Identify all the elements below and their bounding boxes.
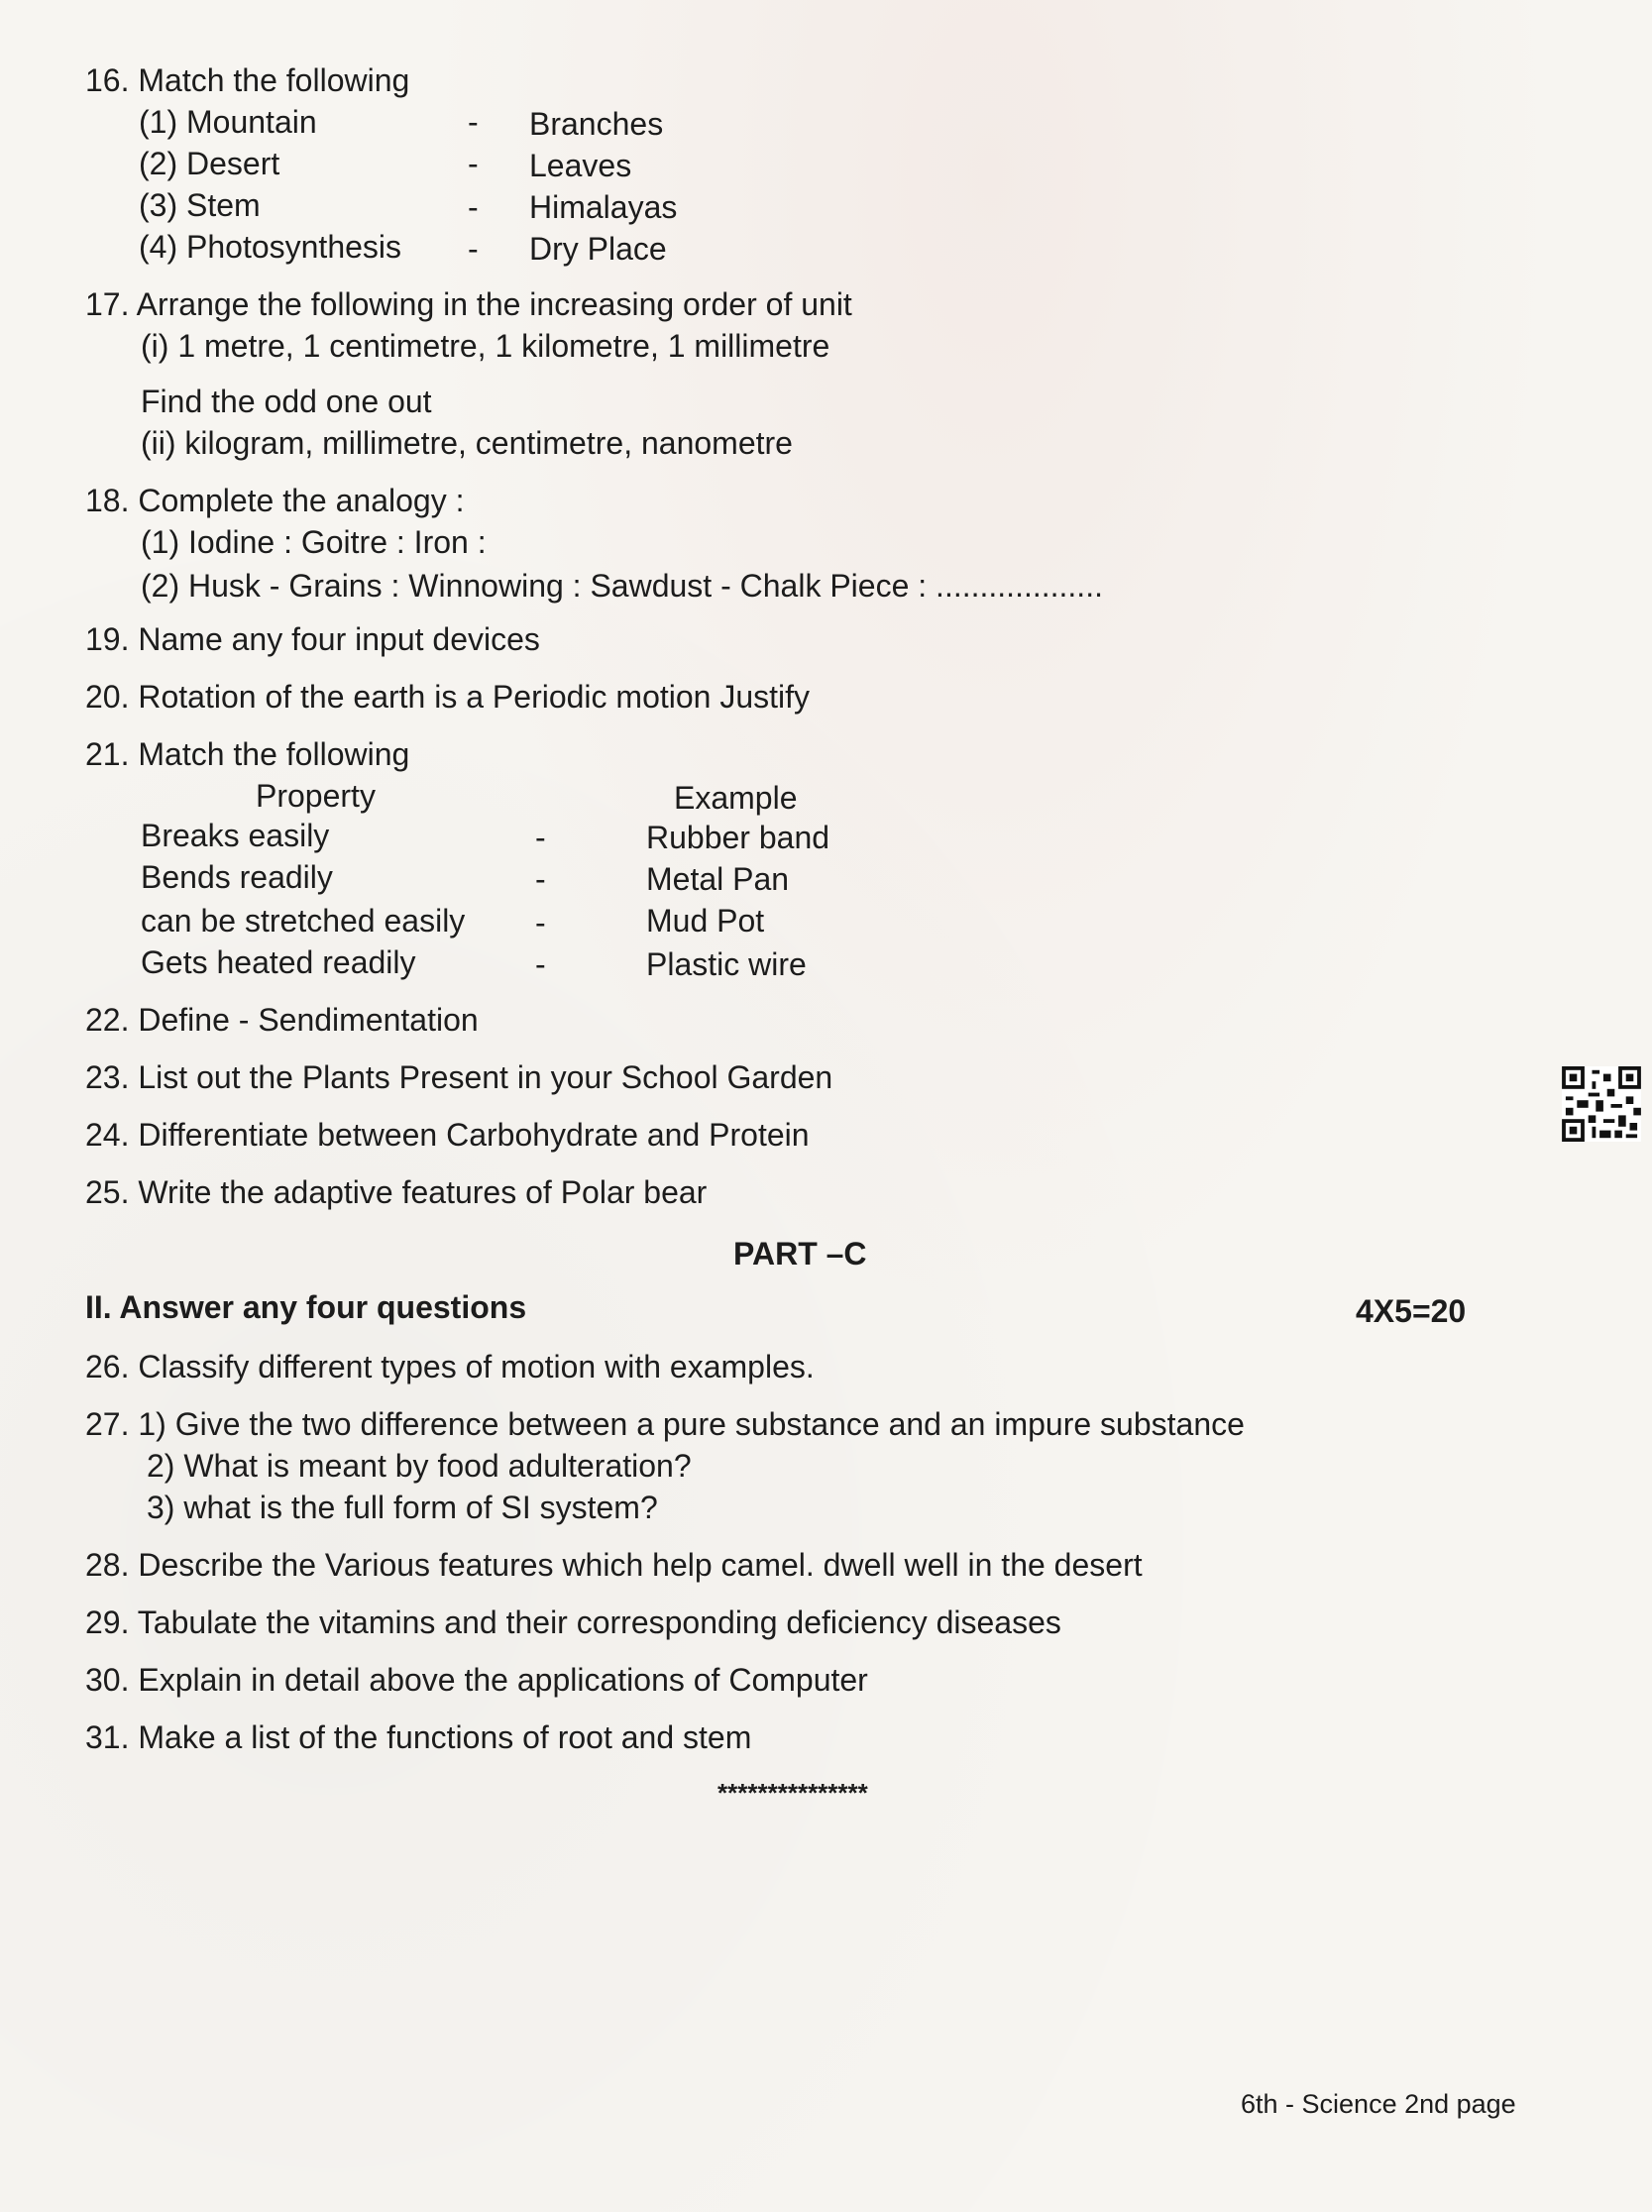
- q31: 31. Make a list of the functions of root and stem: [85, 1719, 752, 1755]
- qr-code-icon: [1562, 1066, 1641, 1142]
- q16-right-2: Leaves: [529, 148, 632, 183]
- q21-left-4: Gets heated readily: [141, 944, 416, 980]
- q21-right-1: Rubber band: [646, 820, 830, 855]
- q21-dash-1: -: [535, 820, 546, 855]
- q30: 30. Explain in detail above the applications of Computer: [85, 1662, 868, 1698]
- q18-part2: (2) Husk - Grains : Winnowing : Sawdust - Chalk Piece : ...................: [141, 568, 1103, 604]
- q19: 19. Name any four input devices: [85, 621, 540, 657]
- part-c-heading: PART –C: [733, 1236, 867, 1272]
- q18-title: 18. Complete the analogy :: [85, 483, 465, 518]
- q20: 20. Rotation of the earth is a Periodic motion Justify: [85, 679, 811, 715]
- q16-title: 16. Match the following: [85, 62, 410, 98]
- q16-left-1: (1) Mountain: [139, 104, 317, 140]
- q18-part1: (1) Iodine : Goitre : Iron :: [141, 524, 487, 560]
- q16-dash-4: -: [468, 231, 479, 267]
- part-c-marks: 4X5=20: [1356, 1293, 1467, 1329]
- q17-part2: (ii) kilogram, millimetre, centimetre, nanometre: [141, 425, 793, 461]
- q22: 22. Define - Sendimentation: [85, 1002, 479, 1038]
- q16-dash-3: -: [468, 189, 479, 225]
- page-footer: 6th - Science 2nd page: [1241, 2089, 1516, 2119]
- q21-title: 21. Match the following: [85, 736, 410, 772]
- q29: 29. Tabulate the vitamins and their corresponding deficiency diseases: [85, 1604, 1061, 1640]
- q25: 25. Write the adaptive features of Polar bear: [85, 1174, 708, 1210]
- q21-right-2: Metal Pan: [646, 861, 790, 897]
- part-c-instruction: II. Answer any four questions: [85, 1289, 527, 1325]
- q24: 24. Differentiate between Carbohydrate and Protein: [85, 1117, 810, 1153]
- q27-part1: 27. 1) Give the two difference between a pure substance and an impure substance: [85, 1406, 1245, 1442]
- q16-left-3: (3) Stem: [139, 187, 261, 223]
- q21-dash-4: -: [535, 946, 546, 982]
- q21-header-property: Property: [256, 778, 376, 814]
- q21-dash-3: -: [535, 905, 546, 940]
- q21-header-example: Example: [674, 780, 798, 816]
- q26: 26. Classify different types of motion with examples.: [85, 1349, 815, 1384]
- q27-part2: 2) What is meant by food adulteration?: [147, 1448, 692, 1484]
- q23: 23. List out the Plants Present in your School Garden: [85, 1059, 833, 1095]
- q21-right-3: Mud Pot: [646, 903, 765, 939]
- q21-left-3: can be stretched easily: [141, 903, 466, 939]
- q16-dash-2: -: [468, 146, 479, 181]
- q16-left-4: (4) Photosynthesis: [139, 229, 402, 265]
- q16-right-4: Dry Place: [529, 231, 667, 267]
- q21-right-4: Plastic wire: [646, 946, 807, 982]
- q16-right-3: Himalayas: [529, 189, 678, 225]
- q28: 28. Describe the Various features which help camel. dwell well in the desert: [85, 1547, 1143, 1583]
- q16-right-1: Branches: [529, 106, 664, 142]
- q21-left-2: Bends readily: [141, 859, 333, 895]
- q16-dash-1: -: [468, 104, 479, 140]
- q27-part3: 3) what is the full form of SI system?: [147, 1490, 658, 1525]
- q21-left-1: Breaks easily: [141, 818, 330, 853]
- q17-title: 17. Arrange the following in the increasing order of unit: [85, 286, 852, 322]
- q17-sub: Find the odd one out: [141, 384, 432, 419]
- q21-dash-2: -: [535, 861, 546, 897]
- q17-part1: (i) 1 metre, 1 centimetre, 1 kilometre, 1 millimetre: [141, 328, 830, 364]
- q16-left-2: (2) Desert: [139, 146, 280, 181]
- end-marker: ***************: [717, 1778, 868, 1808]
